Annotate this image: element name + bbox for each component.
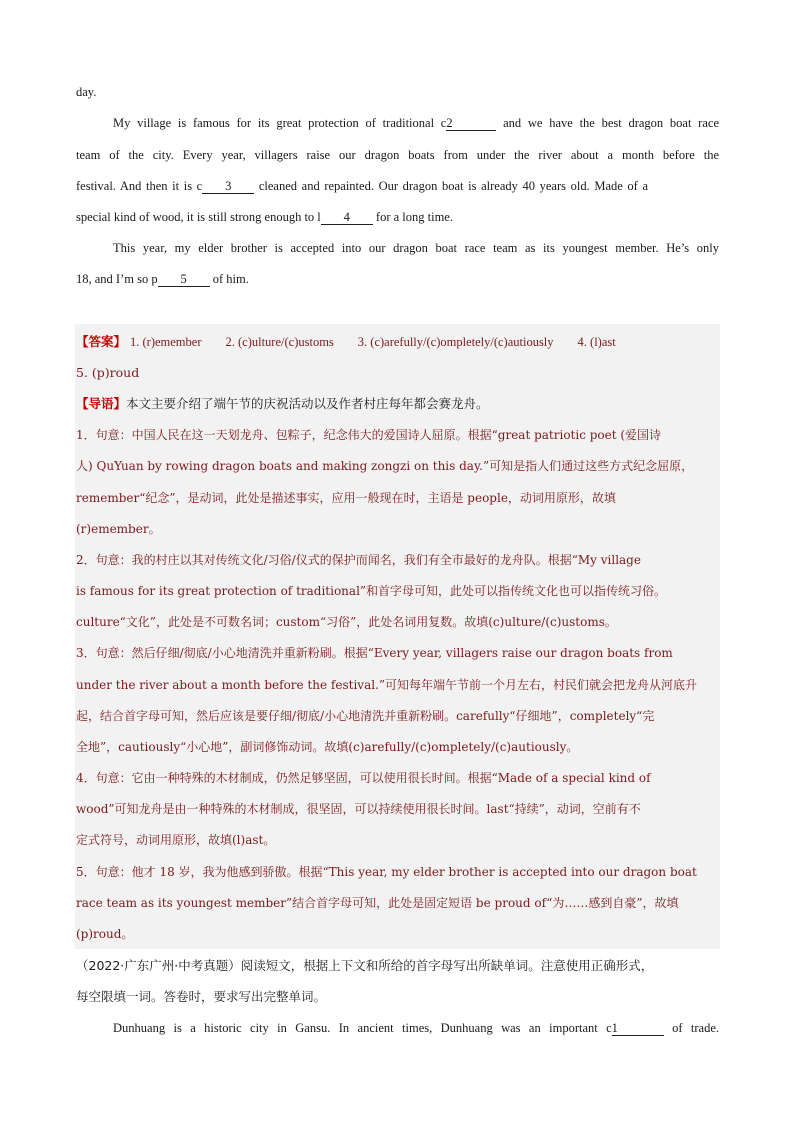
passage-line: day. — [76, 85, 97, 99]
guide-line — [76, 396, 719, 412]
passage-text: of him. — [212, 272, 249, 286]
explanation-line: race team as its youngest member”结合首字母可知，此处是固定短语 be proud of“为……感到自豪”，故填 — [76, 896, 679, 910]
answer-blank-2[interactable]: 2 — [446, 116, 496, 131]
passage-text: festival. And then it is c — [76, 179, 203, 193]
explanation-line: wood”可知龙舟是由一种特殊的木材制成，很坚固，可以持续使用很长时间。last“持续”，动词，空前有不 — [76, 802, 641, 816]
answer-blank-1[interactable]: 1 — [612, 1021, 664, 1036]
explanation-line: 2．句意：我的村庄以其对传统文化/习俗/仪式的保护而闻名，我们有全市最好的龙舟队。根据“My village — [76, 553, 641, 567]
explanation-line: 4．句意：它由一种特殊的木材制成，仍然足够坚固，可以使用很长时间。根据“Made of a special kind of — [76, 771, 651, 785]
explanation-line: (p)roud。 — [76, 927, 134, 941]
passage-text: for a long time. — [375, 210, 453, 224]
explanation-line: remember“纪念”，是动词，此处是描述事实，应用一般现在时，主语是 people，动词用原形，故填 — [76, 491, 616, 505]
passage-text: and we have the best dragon boat race — [503, 116, 719, 130]
answer-explanation-panel — [75, 324, 720, 949]
explanation-line: 5．句意：他才 18 岁，我为他感到骄傲。根据“This year, my elder brother is accepted into our dragon boat — [76, 865, 697, 879]
guide-tag: 【导语】 — [76, 396, 127, 411]
explanation-line: 起，结合首字母可知，然后应该是要仔细/彻底/小心地清洗并重新粉刷。carefully“仔细地”，completely“完 — [76, 709, 655, 723]
passage-text: Dunhuang is a historic city in Gansu. In ancient times, Dunhuang was an important c — [113, 1021, 612, 1035]
passage-line: This year, my elder brother is accepted into our dragon boat race team as its youngest member. He’s only — [113, 241, 719, 255]
passage-text: special kind of wood, it is still strong enough to l — [76, 210, 321, 224]
explanation-line: is famous for its great protection of traditional”和首字母可知，此处可以指传统文化也可以指传统习俗。 — [76, 584, 667, 598]
passage-line — [76, 271, 719, 287]
answer-item: 3. (c)arefully/(c)ompletely/(c)autiously — [357, 335, 554, 349]
passage-line — [113, 115, 719, 131]
answer-tag: 【答案】 — [76, 334, 127, 349]
explanation-line: 定式符号，动词用原形，故填(l)ast。 — [76, 833, 276, 847]
passage-line — [113, 1020, 719, 1036]
explanation-line: (r)emember。 — [76, 522, 161, 536]
answer-blank-4[interactable]: 4 — [321, 210, 373, 225]
question-intro: （2022·广东广州·中考真题）阅读短文，根据上下文和所给的首字母写出所缺单词。注意使用正确形式， — [76, 958, 654, 973]
explanation-line: culture“文化”，此处是不可数名词；custom“习俗”，此处名词用复数。故填(c)ulture/(c)ustoms。 — [76, 615, 617, 629]
explanation-line: 3．句意：然后仔细/彻底/小心地清洗并重新粉刷。根据“Every year, villagers raise our dragon boats from — [76, 646, 673, 660]
passage-line: team of the city. Every year, villagers raise our dragon boats from under the river about a month before the — [76, 148, 719, 162]
explanation-line: 人) QuYuan by rowing dragon boats and making zongzi on this day.”可知是指人们通过这些方式纪念屈原， — [76, 459, 694, 473]
answer-line — [76, 334, 719, 350]
explanation-line: 全地”，cautiously“小心地”，副词修饰动词。故填(c)arefully/(c)ompletely/(c)autiously。 — [76, 740, 579, 754]
answer-item-5: 5. (p)roud — [76, 365, 140, 380]
guide-text: 本文主要介绍了端午节的庆祝活动以及作者村庄每年都会赛龙舟。 — [126, 396, 489, 411]
answer-item: 2. (c)ulture/(c)ustoms — [225, 335, 334, 349]
passage-text: of trade. — [672, 1021, 719, 1035]
answer-blank-3[interactable]: 3 — [202, 179, 254, 194]
passage-text: My village is famous for its great protection of traditional c — [113, 116, 447, 130]
passage-text: cleaned and repainted. Our dragon boat is already 40 years old. Made of a — [258, 179, 649, 193]
explanation-line: 1．句意：中国人民在这一天划龙舟、包粽子，纪念伟大的爱国诗人屈原。根据“great patriotic poet (爱国诗 — [76, 428, 662, 442]
answer-item: 1. (r)emember — [130, 335, 202, 349]
passage-text: 18, and I’m so p — [76, 272, 158, 286]
question-intro: 每空限填一词。答卷时，要求写出完整单词。 — [76, 989, 327, 1004]
passage-line — [76, 209, 719, 225]
passage-line — [76, 178, 719, 194]
explanation-line: under the river about a month before the festival.”可知每年端午节前一个月左右，村民们就会把龙舟从河底升 — [76, 678, 698, 692]
answer-item: 4. (l)ast — [577, 335, 616, 349]
answer-blank-5[interactable]: 5 — [158, 272, 210, 287]
